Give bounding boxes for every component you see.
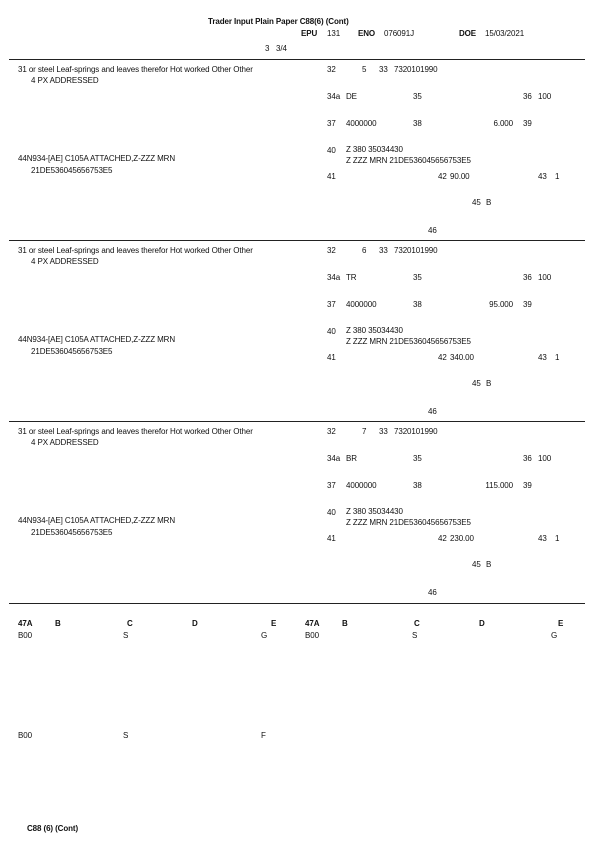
box-45-label: 45 <box>472 560 481 569</box>
box-46-label: 46 <box>428 407 437 416</box>
item-documents: 44N934-[AE] C105A ATTACHED,Z-ZZZ MRN <box>18 335 176 344</box>
item-documents: 44N934-[AE] C105A ATTACHED,Z-ZZZ MRN <box>18 516 176 525</box>
box-47a-label: 47A <box>305 619 320 628</box>
origin-country: TR <box>346 273 357 282</box>
column-d-header: D <box>192 619 198 628</box>
item-number: 7 <box>362 427 367 436</box>
epu-label: EPU <box>301 29 318 38</box>
form-footer: C88 (6) (Cont) <box>27 824 79 833</box>
box-33-label: 33 <box>379 65 388 74</box>
net-mass: 95.000 <box>489 300 513 309</box>
box-36-label: 36 <box>523 92 532 101</box>
page-count: 3/4 <box>276 44 287 53</box>
column-e-header: E <box>271 619 277 628</box>
box-43-value: 1 <box>555 534 560 543</box>
item-divider <box>9 421 585 422</box>
box-34a-label: 34a <box>327 273 341 282</box>
column-b-header: B <box>342 619 348 628</box>
box-35-label: 35 <box>413 92 422 101</box>
box-34a-label: 34a <box>327 92 341 101</box>
item-number: 5 <box>362 65 367 74</box>
page-number: 3 <box>265 44 270 53</box>
box-32-label: 32 <box>327 246 336 255</box>
item-addressed: 4 PX ADDRESSED <box>31 257 99 266</box>
box-45-label: 45 <box>472 379 481 388</box>
box-45-value: B <box>486 560 492 569</box>
box-37-label: 37 <box>327 300 336 309</box>
item-value: 340.00 <box>450 353 474 362</box>
box-32-label: 32 <box>327 427 336 436</box>
tax-value: S <box>412 631 418 640</box>
previous-document-1: Z 380 35034430 <box>346 507 403 516</box>
box-35-label: 35 <box>413 273 422 282</box>
tax-value: S <box>123 731 129 740</box>
box-36-value: 100 <box>538 92 552 101</box>
payment-method: G <box>551 631 558 640</box>
payment-method: F <box>261 731 266 740</box>
previous-document-2: Z ZZZ MRN 21DE536045656753E5 <box>346 518 471 527</box>
commodity-code: 7320101990 <box>394 427 438 436</box>
item-description: 31 or steel Leaf-springs and leaves therefor Hot worked Other Other <box>18 427 253 436</box>
origin-country: BR <box>346 454 357 463</box>
previous-document-2: Z ZZZ MRN 21DE536045656753E5 <box>346 337 471 346</box>
box-41-label: 41 <box>327 353 336 362</box>
tax-value: S <box>123 631 129 640</box>
payment-method: G <box>261 631 268 640</box>
item-mrn: 21DE536045656753E5 <box>31 166 113 175</box>
column-c-header: C <box>127 619 133 628</box>
cpc-code: 4000000 <box>346 300 377 309</box>
column-e-header: E <box>558 619 564 628</box>
item-divider <box>9 603 585 604</box>
box-47a-label: 47A <box>18 619 33 628</box>
box-33-label: 33 <box>379 246 388 255</box>
item-value: 90.00 <box>450 172 470 181</box>
box-38-label: 38 <box>413 300 422 309</box>
tax-type-code: B00 <box>18 731 32 740</box>
item-addressed: 4 PX ADDRESSED <box>31 438 99 447</box>
item-description: 31 or steel Leaf-springs and leaves therefor Hot worked Other Other <box>18 65 253 74</box>
item-number: 6 <box>362 246 367 255</box>
column-c-header: C <box>414 619 420 628</box>
net-mass: 6.000 <box>493 119 513 128</box>
box-36-label: 36 <box>523 273 532 282</box>
box-45-value: B <box>486 379 492 388</box>
box-37-label: 37 <box>327 119 336 128</box>
column-b-header: B <box>55 619 61 628</box>
box-42-label: 42 <box>438 172 447 181</box>
box-36-value: 100 <box>538 454 552 463</box>
box-34a-label: 34a <box>327 454 341 463</box>
box-46-label: 46 <box>428 226 437 235</box>
eno-value: 076091J <box>384 29 414 38</box>
box-43-label: 43 <box>538 534 547 543</box>
box-39-label: 39 <box>523 300 532 309</box>
item-description: 31 or steel Leaf-springs and leaves therefor Hot worked Other Other <box>18 246 253 255</box>
box-42-label: 42 <box>438 353 447 362</box>
box-40-label: 40 <box>327 327 336 336</box>
box-45-label: 45 <box>472 198 481 207</box>
commodity-code: 7320101990 <box>394 65 438 74</box>
tax-type-code: B00 <box>18 631 32 640</box>
box-39-label: 39 <box>523 481 532 490</box>
box-38-label: 38 <box>413 119 422 128</box>
column-d-header: D <box>479 619 485 628</box>
box-43-label: 43 <box>538 353 547 362</box>
box-32-label: 32 <box>327 65 336 74</box>
cpc-code: 4000000 <box>346 119 377 128</box>
box-36-value: 100 <box>538 273 552 282</box>
box-46-label: 46 <box>428 588 437 597</box>
cpc-code: 4000000 <box>346 481 377 490</box>
box-33-label: 33 <box>379 427 388 436</box>
eno-label: ENO <box>358 29 376 38</box>
box-41-label: 41 <box>327 534 336 543</box>
box-45-value: B <box>486 198 492 207</box>
epu-value: 131 <box>327 29 341 38</box>
previous-document-1: Z 380 35034430 <box>346 145 403 154</box>
header-divider <box>9 59 585 60</box>
item-documents: 44N934-[AE] C105A ATTACHED,Z-ZZZ MRN <box>18 154 176 163</box>
doe-label: DOE <box>459 29 477 38</box>
previous-document-2: Z ZZZ MRN 21DE536045656753E5 <box>346 156 471 165</box>
box-39-label: 39 <box>523 119 532 128</box>
origin-country: DE <box>346 92 357 101</box>
form-title: Trader Input Plain Paper C88(6) (Cont) <box>208 17 349 26</box>
box-43-label: 43 <box>538 172 547 181</box>
item-mrn: 21DE536045656753E5 <box>31 528 113 537</box>
box-35-label: 35 <box>413 454 422 463</box>
box-41-label: 41 <box>327 172 336 181</box>
net-mass: 115.000 <box>485 481 513 490</box>
box-43-value: 1 <box>555 353 560 362</box>
box-43-value: 1 <box>555 172 560 181</box>
box-38-label: 38 <box>413 481 422 490</box>
box-37-label: 37 <box>327 481 336 490</box>
item-value: 230.00 <box>450 534 474 543</box>
box-40-label: 40 <box>327 146 336 155</box>
tax-type-code: B00 <box>305 631 319 640</box>
previous-document-1: Z 380 35034430 <box>346 326 403 335</box>
item-addressed: 4 PX ADDRESSED <box>31 76 99 85</box>
box-40-label: 40 <box>327 508 336 517</box>
box-42-label: 42 <box>438 534 447 543</box>
commodity-code: 7320101990 <box>394 246 438 255</box>
item-mrn: 21DE536045656753E5 <box>31 347 113 356</box>
item-divider <box>9 240 585 241</box>
box-36-label: 36 <box>523 454 532 463</box>
doe-value: 15/03/2021 <box>485 29 525 38</box>
